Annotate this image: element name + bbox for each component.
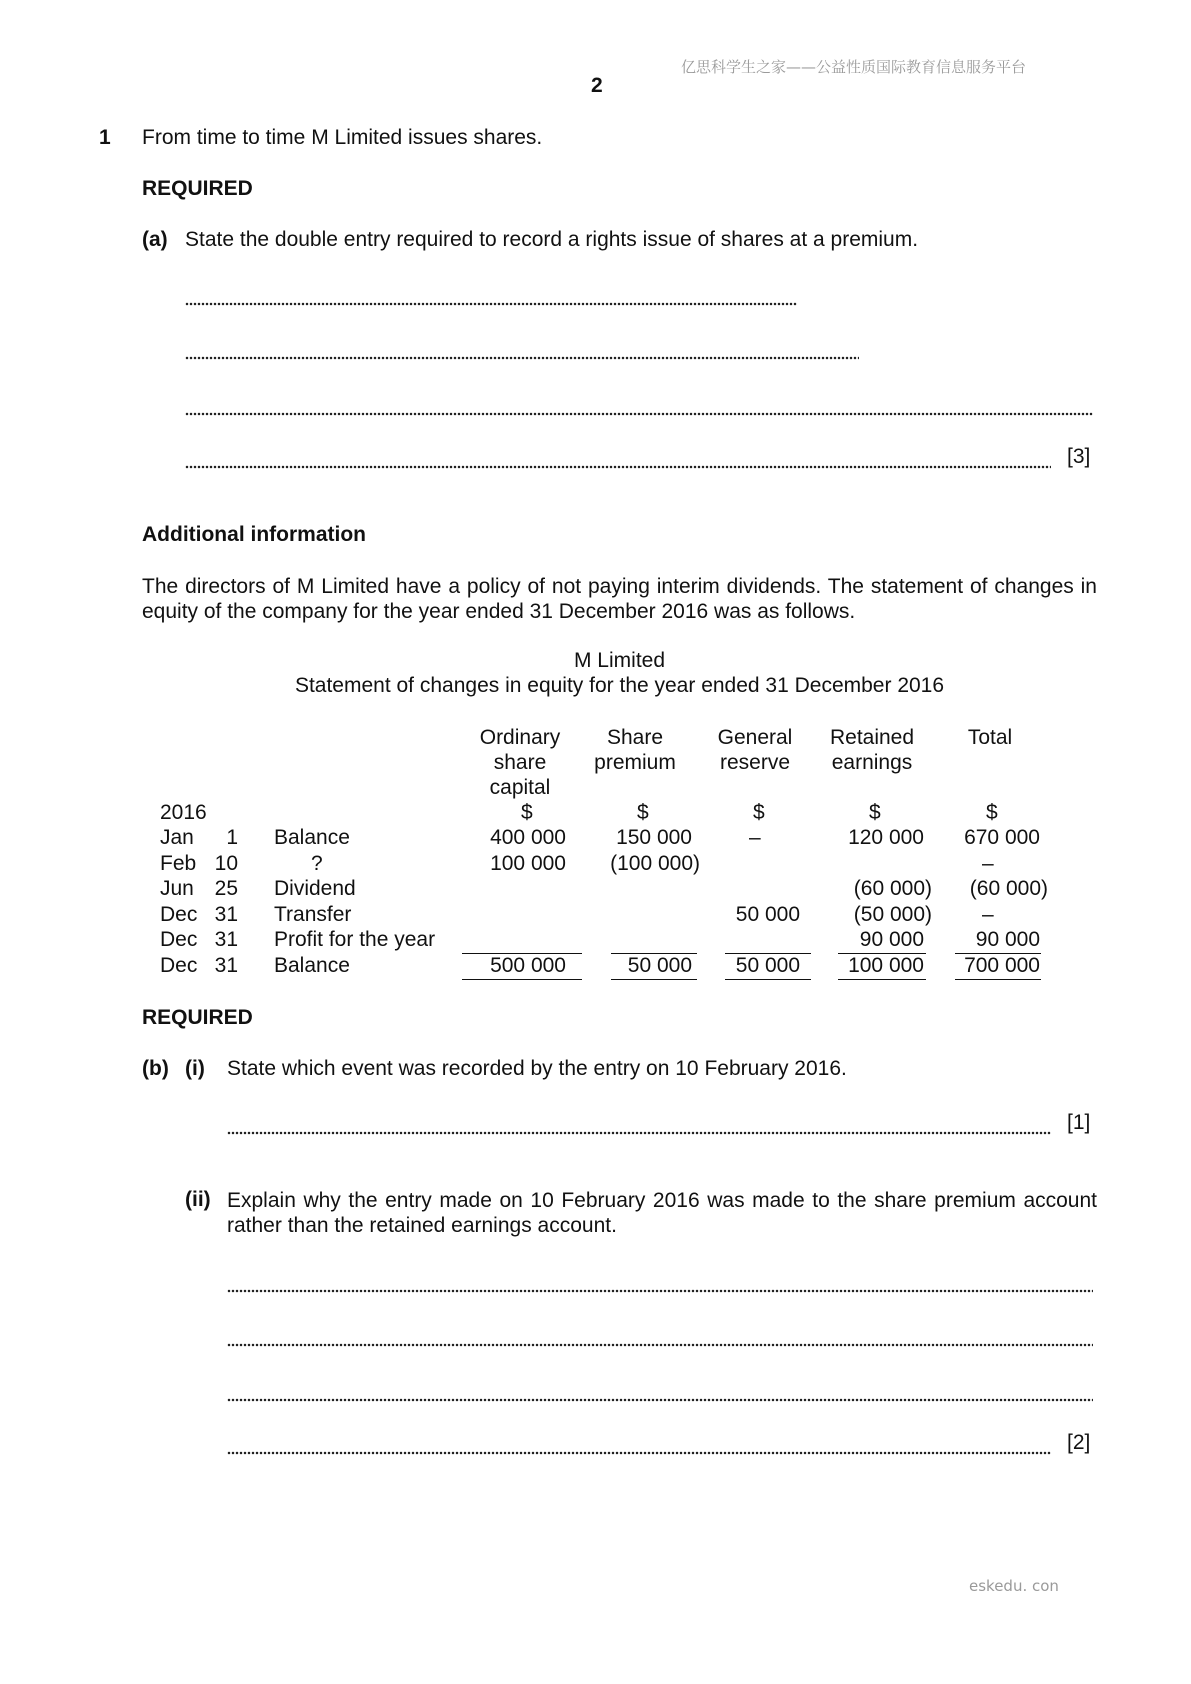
- cell-value: (100 000): [610, 851, 700, 875]
- col-header-total: Total: [967, 726, 1013, 749]
- cell-value: –: [982, 902, 994, 926]
- additional-info-heading: Additional information: [142, 523, 366, 546]
- unit-col-4: $: [869, 801, 881, 824]
- part-b-ii-text: Explain why the entry made on 10 February 2016 was made to the share premium account rather than the retained earnings account.: [227, 1189, 1097, 1237]
- marks-b-i: [1]: [1067, 1111, 1091, 1134]
- subtotal-rule-col-2: [611, 953, 697, 954]
- cell-value: –: [749, 826, 761, 849]
- answer-line-b3[interactable]: [227, 1343, 1093, 1347]
- total-rule-col-4: [838, 979, 926, 980]
- answer-line-b2[interactable]: [227, 1289, 1093, 1293]
- row-description: Dividend: [274, 877, 356, 901]
- row-month: Dec: [160, 902, 198, 926]
- question-stem: From time to time M Limited issues shares.: [142, 126, 543, 149]
- part-b-i-label: (i): [185, 1057, 205, 1080]
- additional-info-text: The directors of M Limited have a policy of not paying interim dividends. The statement of changes in equity of the company for the year ended 31 December 2016 was as follows.: [142, 575, 1097, 623]
- cell-value: 670 000: [964, 826, 1040, 849]
- cell-value: (60 000): [969, 877, 1048, 901]
- row-description: Balance: [274, 826, 350, 849]
- cell-value: 700 000: [964, 954, 1040, 977]
- subtotal-rule-col-1: [462, 953, 582, 954]
- cell-value: 50 000: [627, 954, 692, 977]
- unit-col-3: $: [753, 801, 765, 824]
- row-day: 1: [226, 826, 238, 849]
- answer-line-a1[interactable]: [185, 302, 797, 306]
- cell-value: 90 000: [975, 928, 1040, 952]
- row-month: Dec: [160, 954, 198, 977]
- cell-value: 120 000: [848, 826, 924, 849]
- row-month: Jun: [160, 877, 194, 901]
- subtotal-rule-col-4: [838, 953, 926, 954]
- table-title: M Limited: [573, 649, 666, 672]
- cell-value: (60 000): [853, 877, 932, 901]
- table-year: 2016: [160, 801, 207, 824]
- part-b-ii-label: (ii): [185, 1188, 211, 1211]
- total-rule-col-1: [462, 979, 582, 980]
- subtotal-rule-col-5: [955, 953, 1041, 954]
- row-month: Feb: [160, 851, 197, 875]
- row-day: 31: [214, 928, 238, 952]
- part-b-i-text: State which event was recorded by the entry on 10 February 2016.: [227, 1057, 847, 1080]
- col-header-ordinary-share-capital: Ordinary share capital: [479, 726, 561, 799]
- part-a-label: (a): [142, 228, 168, 251]
- marks-a: [3]: [1067, 445, 1091, 468]
- row-description: Balance: [274, 954, 350, 977]
- subtotal-rule-col-3: [725, 953, 811, 954]
- required-heading: REQUIRED: [142, 177, 253, 200]
- unit-col-5: $: [986, 801, 998, 824]
- cell-value: 90 000: [859, 928, 924, 952]
- cell-value: 100 000: [490, 851, 566, 875]
- answer-line-b4[interactable]: [227, 1398, 1093, 1402]
- cell-value: 400 000: [490, 826, 566, 849]
- watermark-top: 亿思科学生之家——公益性质国际教育信息服务平台: [681, 58, 1027, 76]
- unit-col-1: $: [521, 801, 533, 824]
- row-description: Profit for the year: [274, 928, 436, 952]
- unit-col-2: $: [637, 801, 649, 824]
- page-number: 2: [591, 74, 603, 97]
- cell-value: 500 000: [490, 954, 566, 977]
- total-rule-col-2: [611, 979, 697, 980]
- answer-line-a3[interactable]: [185, 412, 1093, 416]
- part-b-label: (b): [142, 1057, 169, 1080]
- answer-line-b1[interactable]: [227, 1131, 1051, 1135]
- table-subtitle: Statement of changes in equity for the year ended 31 December 2016: [294, 674, 945, 697]
- total-rule-col-5: [955, 979, 1041, 980]
- answer-line-a4[interactable]: [185, 465, 1051, 469]
- row-description: ?: [311, 851, 323, 875]
- answer-line-a2[interactable]: [185, 356, 859, 360]
- cell-value: 50 000: [735, 954, 800, 977]
- cell-value: 50 000: [735, 902, 800, 926]
- col-header-general-reserve: General reserve: [717, 726, 793, 774]
- row-month: Jan: [160, 826, 194, 849]
- cell-value: (50 000): [853, 902, 932, 926]
- part-a-text: State the double entry required to record a rights issue of shares at a premium.: [185, 228, 919, 251]
- row-day: 31: [214, 902, 238, 926]
- watermark-bottom: eskedu. con: [969, 1577, 1059, 1595]
- row-description: Transfer: [274, 902, 352, 926]
- question-number: 1: [99, 126, 111, 149]
- col-header-retained-earnings: Retained earnings: [829, 726, 915, 774]
- required-heading-2: REQUIRED: [142, 1006, 253, 1029]
- row-month: Dec: [160, 928, 198, 952]
- answer-line-b5[interactable]: [227, 1451, 1051, 1455]
- row-day: 10: [214, 851, 238, 875]
- row-day: 25: [214, 877, 238, 901]
- marks-b-ii: [2]: [1067, 1431, 1091, 1454]
- cell-value: –: [982, 851, 994, 875]
- col-header-share-premium: Share premium: [594, 726, 676, 774]
- cell-value: 150 000: [616, 826, 692, 849]
- total-rule-col-3: [725, 979, 811, 980]
- row-day: 31: [214, 954, 238, 977]
- cell-value: 100 000: [848, 954, 924, 977]
